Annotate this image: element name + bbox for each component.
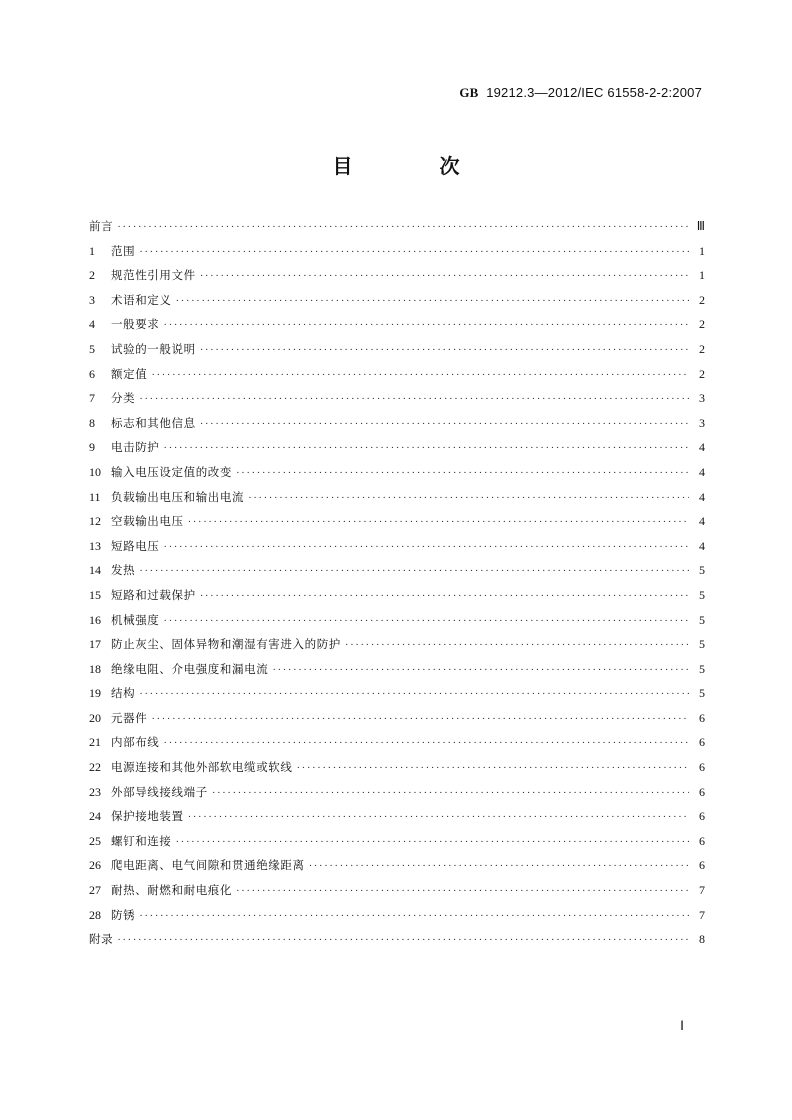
toc-entry-number: 7 (89, 391, 95, 406)
toc-entry-title: 规范性引用文件 (111, 268, 196, 283)
toc-entry-title: 范围 (111, 243, 136, 258)
toc-entry-number: 23 (89, 784, 101, 799)
toc-entry[interactable] (89, 485, 705, 510)
toc-entry[interactable] (89, 583, 705, 608)
toc-entry-title: 元器件 (111, 710, 148, 725)
toc-dot-leader (151, 707, 689, 732)
toc-dot-leader (117, 928, 689, 953)
toc-entry-title: 螺钉和连接 (111, 833, 172, 848)
toc-entry-title: 一般要求 (111, 317, 160, 332)
toc-entry[interactable] (89, 214, 705, 239)
toc-entry[interactable] (89, 730, 705, 755)
toc-dot-leader (163, 731, 689, 756)
standard-prefix: GB (459, 85, 479, 100)
toc-entry-title: 结构 (111, 686, 136, 701)
page-title: 目 次 (332, 154, 500, 178)
toc-entry-page: 6 (699, 784, 705, 799)
toc-entry-page: 8 (699, 932, 705, 947)
toc-entry-number: 12 (89, 514, 101, 529)
toc-entry-number: 11 (89, 489, 101, 504)
toc-entry[interactable] (89, 853, 705, 878)
toc-dot-leader (272, 658, 689, 683)
toc-entry-number: 28 (89, 907, 101, 922)
toc-entry-title: 电源连接和其他外部软电缆或软线 (111, 760, 293, 775)
toc-entry-number: 10 (89, 464, 101, 479)
toc-dot-leader (200, 264, 689, 289)
toc-entry-title: 标志和其他信息 (111, 415, 196, 430)
toc-entry-page: 4 (699, 440, 705, 455)
toc-entry-title: 绝缘电阻、介电强度和漏电流 (111, 661, 269, 676)
toc-dot-leader (200, 338, 689, 363)
toc-entry-page: 2 (699, 292, 705, 307)
toc-dot-leader (236, 879, 689, 904)
toc-entry-title: 分类 (111, 391, 136, 406)
toc-entry[interactable] (89, 829, 705, 854)
toc-entry[interactable] (89, 411, 705, 436)
toc-entry-title: 短路和过载保护 (111, 587, 196, 602)
toc-entry-title: 前言 (89, 219, 114, 233)
toc-entry-page: 5 (699, 563, 705, 578)
toc-entry-page: 6 (699, 735, 705, 750)
toc-entry[interactable] (89, 755, 705, 780)
toc-entry-number: 9 (89, 440, 95, 455)
toc-entry[interactable] (89, 312, 705, 337)
standard-code: 19212.3—2012/IEC 61558-2-2:2007 (486, 85, 702, 100)
toc-dot-leader (297, 756, 690, 781)
toc-entry-page: 7 (699, 883, 705, 898)
toc-entry-title: 耐热、耐燃和耐电痕化 (111, 883, 232, 898)
toc-entry-number: 27 (89, 883, 101, 898)
toc-entry[interactable] (89, 288, 705, 313)
toc-entry-number: 14 (89, 563, 101, 578)
toc-entry-page: 4 (699, 464, 705, 479)
toc-dot-leader (200, 412, 689, 437)
toc-entry-title: 外部导线接线端子 (111, 784, 208, 799)
toc-dot-leader (163, 609, 689, 634)
toc-entry-number: 13 (89, 538, 101, 553)
toc-entry-page: 5 (699, 612, 705, 627)
toc-dot-leader (309, 854, 689, 879)
toc-entry[interactable] (89, 239, 705, 264)
footer-page-number: Ⅰ (680, 1018, 684, 1033)
toc-entry-title: 输入电压设定值的改变 (111, 464, 232, 479)
toc-entry-title: 发热 (111, 563, 136, 578)
toc-entry-title: 额定值 (111, 366, 148, 381)
toc-entry-title: 试验的一般说明 (111, 341, 196, 356)
toc-dot-leader (163, 535, 689, 560)
toc-entry-page: 1 (699, 268, 705, 283)
toc-entry-number: 4 (89, 317, 95, 332)
toc-entry-page: Ⅲ (696, 219, 705, 233)
toc-entry-page: 2 (699, 366, 705, 381)
toc-entry-title: 负载输出电压和输出电流 (111, 489, 245, 504)
toc-entry-title: 空载输出电压 (111, 514, 184, 529)
toc-entry-page: 5 (699, 587, 705, 602)
toc-entry-number: 6 (89, 366, 95, 381)
toc-entry-number: 5 (89, 341, 95, 356)
toc-entry[interactable] (89, 657, 705, 682)
table-of-contents (89, 214, 705, 952)
toc-dot-leader (139, 559, 689, 584)
toc-entry-title: 内部布线 (111, 735, 160, 750)
toc-entry-number: 25 (89, 833, 101, 848)
toc-entry[interactable] (89, 706, 705, 731)
toc-dot-leader (176, 830, 690, 855)
toc-dot-leader (151, 363, 689, 388)
toc-entry-page: 6 (699, 858, 705, 873)
toc-entry-page: 1 (699, 243, 705, 258)
toc-entry-title: 机械强度 (111, 612, 160, 627)
toc-entry[interactable] (89, 804, 705, 829)
toc-entry-page: 3 (699, 415, 705, 430)
toc-dot-leader (139, 904, 689, 929)
toc-entry-page: 4 (699, 514, 705, 529)
toc-entry-title: 保护接地装置 (111, 809, 184, 824)
toc-entry-page: 6 (699, 760, 705, 775)
toc-entry[interactable] (89, 681, 705, 706)
toc-dot-leader (139, 387, 689, 412)
toc-entry-number: 22 (89, 760, 101, 775)
toc-entry-page: 4 (699, 538, 705, 553)
toc-dot-leader (139, 240, 689, 265)
toc-entry-number: 8 (89, 415, 95, 430)
toc-entry-title: 术语和定义 (111, 292, 172, 307)
toc-dot-leader (163, 436, 689, 461)
toc-entry-number: 3 (89, 292, 95, 307)
toc-entry-number: 21 (89, 735, 101, 750)
toc-entry-title: 附录 (89, 932, 114, 947)
toc-entry-number: 26 (89, 858, 101, 873)
toc-dot-leader (163, 313, 689, 338)
toc-entry-page: 5 (699, 637, 705, 652)
toc-entry-number: 16 (89, 612, 101, 627)
standard-number (459, 85, 702, 101)
toc-entry[interactable] (89, 780, 705, 805)
toc-entry-number: 17 (89, 637, 101, 652)
toc-entry[interactable] (89, 534, 705, 559)
toc-entry-title: 电击防护 (111, 440, 160, 455)
toc-entry-number: 2 (89, 268, 95, 283)
toc-entry[interactable] (89, 509, 705, 534)
toc-dot-leader (212, 781, 689, 806)
toc-entry-number: 24 (89, 809, 101, 824)
toc-entry[interactable] (89, 362, 705, 387)
toc-entry-number: 20 (89, 710, 101, 725)
toc-entry[interactable] (89, 903, 705, 928)
toc-entry-number: 18 (89, 661, 101, 676)
toc-entry[interactable] (89, 435, 705, 460)
toc-entry-page: 6 (699, 833, 705, 848)
toc-entry[interactable] (89, 263, 705, 288)
toc-entry[interactable] (89, 878, 705, 903)
toc-dot-leader (236, 461, 689, 486)
toc-entry-page: 2 (699, 341, 705, 356)
toc-entry[interactable] (89, 337, 705, 362)
toc-entry-page: 5 (699, 661, 705, 676)
toc-entry-number: 15 (89, 587, 101, 602)
toc-entry[interactable] (89, 927, 705, 952)
toc-entry-number: 19 (89, 686, 101, 701)
toc-entry[interactable] (89, 608, 705, 633)
toc-entry-title: 短路电压 (111, 538, 160, 553)
toc-entry[interactable] (89, 386, 705, 411)
toc-dot-leader (248, 486, 689, 511)
toc-entry-number: 1 (89, 243, 95, 258)
toc-entry-title: 防锈 (111, 907, 136, 922)
toc-entry-page: 5 (699, 686, 705, 701)
toc-entry-page: 2 (699, 317, 705, 332)
toc-dot-leader (176, 289, 690, 314)
toc-dot-leader (188, 510, 689, 535)
toc-entry-page: 6 (699, 809, 705, 824)
toc-entry-title: 防止灰尘、固体异物和潮湿有害进入的防护 (111, 637, 341, 652)
toc-entry-title: 爬电距离、电气间隙和贯通绝缘距离 (111, 858, 305, 873)
toc-entry-page: 4 (699, 489, 705, 504)
toc-dot-leader (188, 805, 689, 830)
toc-entry[interactable] (89, 460, 705, 485)
toc-dot-leader (345, 633, 689, 658)
toc-entry-page: 6 (699, 710, 705, 725)
toc-entry-page: 7 (699, 907, 705, 922)
toc-dot-leader (139, 682, 689, 707)
toc-entry[interactable] (89, 558, 705, 583)
toc-entry-page: 3 (699, 391, 705, 406)
toc-entry[interactable] (89, 632, 705, 657)
toc-dot-leader (117, 215, 689, 240)
toc-dot-leader (200, 584, 689, 609)
